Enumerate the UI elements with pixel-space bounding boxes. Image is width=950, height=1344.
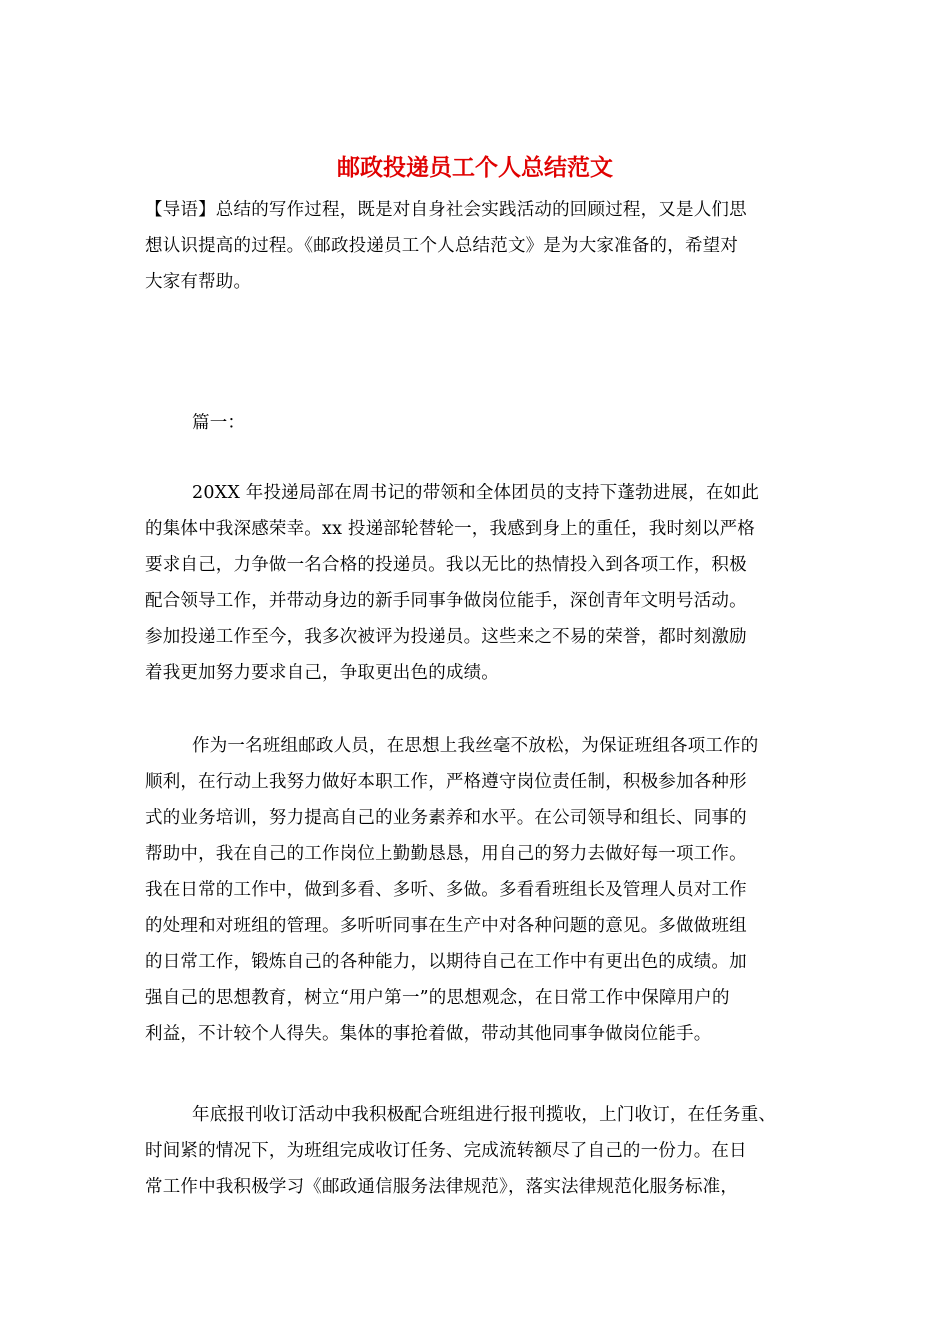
intro-line: 想认识提高的过程。《邮政投递员工个人总结范文》是为大家准备的，希望对: [145, 236, 739, 256]
intro-line: 大家有帮助。: [145, 272, 252, 292]
paragraph-line: 的处理和对班组的管理。多听听同事在生产中对各种问题的意见。多做做班组: [145, 916, 747, 936]
body-paragraph-1: [145, 475, 835, 691]
paragraph-line: 配合领导工作，并带动身边的新手同事争做岗位能手，深创青年文明号活动。: [145, 591, 747, 611]
body-paragraph-2: [145, 728, 835, 1052]
body-paragraph-3: [145, 1097, 835, 1205]
paragraph-line: 我在日常的工作中，做到多看、多听、多做。多看看班组长及管理人员对工作: [145, 880, 747, 900]
paragraph-line: 20XX 年投递局部在周书记的带领和全体团员的支持下蓬勃进展，在如此: [192, 483, 760, 503]
paragraph-line: 作为一名班组邮政人员，在思想上我丝毫不放松，为保证班组各项工作的: [192, 736, 759, 756]
paragraph-line: 利益，不计较个人得失。集体的事抢着做，带动其他同事争做岗位能手。: [145, 1024, 712, 1044]
paragraph-line: 常工作中我积极学习《邮政通信服务法律规范》，落实法律规范化服务标准，: [145, 1177, 739, 1197]
paragraph-line: 时间紧的情况下，为班组完成收订任务、完成流转额尽了自己的一份力。在日: [145, 1141, 747, 1161]
paragraph-line: 式的业务培训，努力提高自己的业务素养和水平。在公司领导和组长、同事的: [145, 808, 747, 828]
paragraph-line: 帮助中，我在自己的工作岗位上勤勤恳恳，用自己的努力去做好每一项工作。: [145, 844, 747, 864]
document-title: 邮政投递员工个人总结范文: [337, 154, 613, 181]
paragraph-line: 顺利，在行动上我努力做好本职工作，严格遵守岗位责任制，积极参加各种形: [145, 772, 747, 792]
intro-paragraph: [145, 192, 835, 300]
paragraph-line: 的集体中我深感荣幸。xx 投递部轮替轮一，我感到身上的重任，我时刻以严格: [145, 519, 755, 539]
paragraph-line: 着我更加努力要求自己，争取更出色的成绩。: [145, 663, 499, 683]
section-heading-text: 篇一：: [192, 413, 246, 433]
intro-line: 【导语】总结的写作过程，既是对自身社会实践活动的回顾过程，又是人们思: [145, 200, 747, 220]
paragraph-line: 年底报刊收订活动中我积极配合班组进行报刊揽收，上门收订，在任务重、: [192, 1105, 777, 1125]
section-heading: [145, 405, 835, 441]
paragraph-line: 要求自己，力争做一名合格的投递员。我以无比的热情投入到各项工作，积极: [145, 555, 747, 575]
paragraph-line: 的日常工作，锻炼自己的各种能力，以期待自己在工作中有更出色的成绩。加: [145, 952, 747, 972]
paragraph-line: 参加投递工作至今，我多次被评为投递员。这些来之不易的荣誉，都时刻激励: [145, 627, 747, 647]
paragraph-line: 强自己的思想教育，树立“用户第一”的思想观念，在日常工作中保障用户的: [145, 988, 730, 1008]
